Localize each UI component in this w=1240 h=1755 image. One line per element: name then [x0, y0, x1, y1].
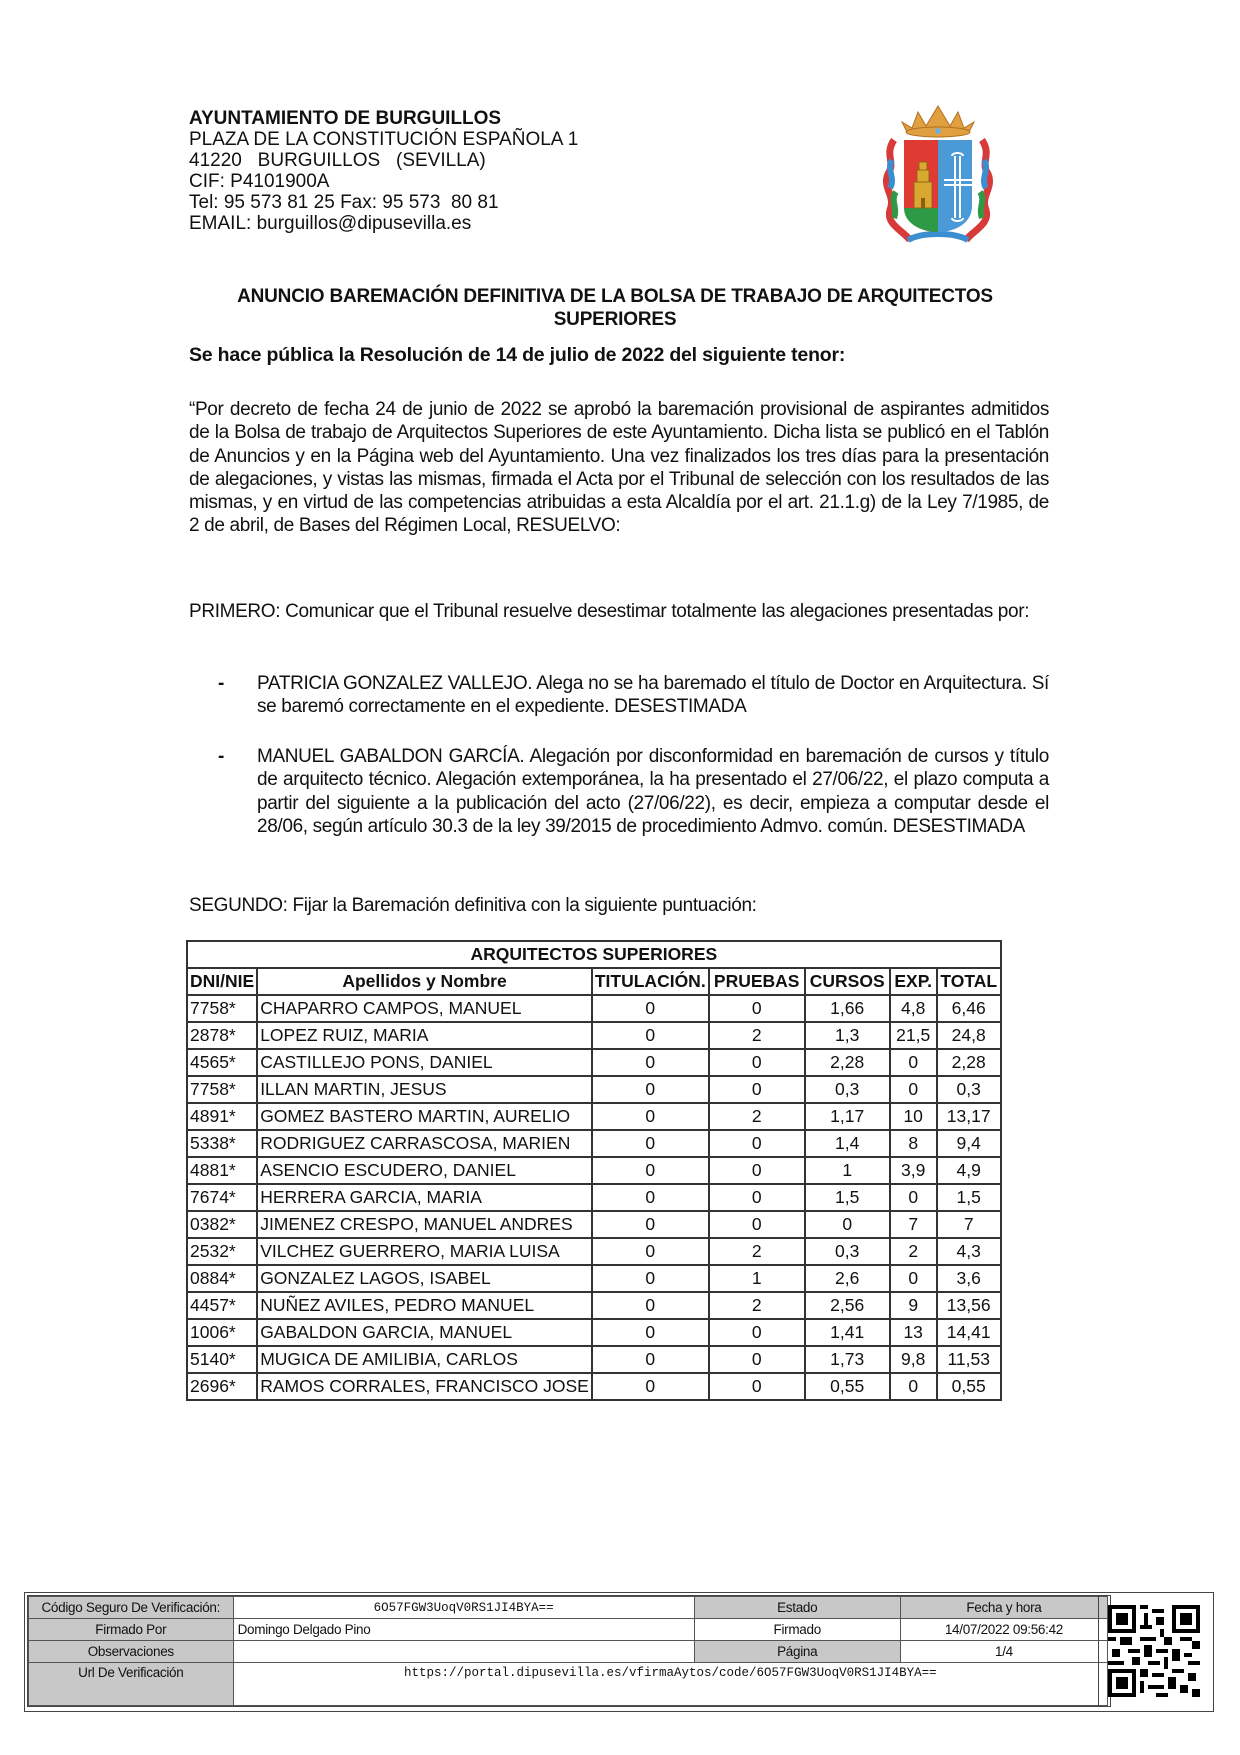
exp-cell: 7	[890, 1211, 937, 1238]
coat-of-arms-icon	[882, 100, 994, 248]
document-title: ANUNCIO BAREMACIÓN DEFINITIVA DE LA BOLSA DE TRABAJO DE ARQUITECTOS SUPERIORES	[237, 286, 993, 330]
pagina-value: 1/4	[900, 1641, 1107, 1663]
fecha-value: 14/07/2022 09:56:42	[900, 1619, 1107, 1641]
pruebas-cell: 0	[709, 1319, 805, 1346]
titulacion-cell: 0	[592, 1319, 709, 1346]
scores-table	[186, 940, 1002, 1401]
table-row	[187, 1373, 1001, 1400]
firmado-por-label: Firmado Por	[29, 1619, 234, 1641]
table-row	[187, 1076, 1001, 1103]
dni-cell: 2696*	[187, 1373, 257, 1400]
table-row	[187, 1130, 1001, 1157]
name-cell: ILLAN MARTIN, JESUS	[257, 1076, 592, 1103]
table-row	[187, 1184, 1001, 1211]
name-cell: VILCHEZ GUERRERO, MARIA LUISA	[257, 1238, 592, 1265]
table-row	[187, 1157, 1001, 1184]
name-cell: JIMENEZ CRESPO, MANUEL ANDRES	[257, 1211, 592, 1238]
qr-code-icon	[1098, 1596, 1209, 1706]
cursos-cell: 1,4	[805, 1130, 890, 1157]
total-cell: 0,3	[937, 1076, 1001, 1103]
pruebas-cell: 0	[709, 1184, 805, 1211]
pruebas-cell: 0	[709, 1076, 805, 1103]
titulacion-cell: 0	[592, 1292, 709, 1319]
signature-verification-box	[24, 1592, 1214, 1712]
dni-cell: 5338*	[187, 1130, 257, 1157]
url-label: Url De Verificación	[29, 1663, 234, 1706]
list-item	[218, 672, 1049, 719]
name-cell: GOMEZ BASTERO MARTIN, AURELIO	[257, 1103, 592, 1130]
org-email: EMAIL: burguillos@dipusevilla.es	[189, 213, 472, 234]
column-header: Apellidos y Nombre	[257, 968, 592, 995]
table-row	[187, 1049, 1001, 1076]
dni-cell: 7674*	[187, 1184, 257, 1211]
column-header: TITULACIÓN.	[592, 968, 709, 995]
dni-cell: 4565*	[187, 1049, 257, 1076]
list-item-text: MANUEL GABALDON GARCÍA. Alegación por disconformidad en baremación de cursos y título de arquitecto técnico. Alegación extemporánea, la ha presentado el 27/06/22, el plazo computa a partir del siguiente a la publicación del acto (27/06/22), es decir, empieza a computar desde el 28/06, según artículo 30.3 de la ley 39/2015 de procedimiento Admvo. común. DESESTIMADA	[257, 746, 1049, 837]
table-row	[187, 1103, 1001, 1130]
table-row	[187, 1319, 1001, 1346]
pruebas-cell: 1	[709, 1265, 805, 1292]
cursos-cell: 0,55	[805, 1373, 890, 1400]
titulacion-cell: 0	[592, 1238, 709, 1265]
total-cell: 6,46	[937, 995, 1001, 1022]
fecha-label: Fecha y hora	[900, 1597, 1107, 1619]
dni-cell: 5140*	[187, 1346, 257, 1373]
org-phone: Tel: 95 573 81 25 Fax: 95 573 80 81	[189, 192, 499, 213]
table-caption: ARQUITECTOS SUPERIORES	[187, 941, 1001, 968]
pruebas-cell: 0	[709, 1211, 805, 1238]
titulacion-cell: 0	[592, 1130, 709, 1157]
total-cell: 7	[937, 1211, 1001, 1238]
cursos-cell: 1,41	[805, 1319, 890, 1346]
pruebas-cell: 0	[709, 1346, 805, 1373]
dni-cell: 4891*	[187, 1103, 257, 1130]
total-cell: 13,17	[937, 1103, 1001, 1130]
cursos-cell: 1	[805, 1157, 890, 1184]
titulacion-cell: 0	[592, 1373, 709, 1400]
cursos-cell: 1,5	[805, 1184, 890, 1211]
titulacion-cell: 0	[592, 1076, 709, 1103]
estado-label: Estado	[694, 1597, 900, 1619]
name-cell: MUGICA DE AMILIBIA, CARLOS	[257, 1346, 592, 1373]
column-header: DNI/NIE	[187, 968, 257, 995]
table-row	[187, 1292, 1001, 1319]
org-city: 41220 BURGUILLOS (SEVILLA)	[189, 150, 486, 171]
pruebas-cell: 0	[709, 1373, 805, 1400]
exp-cell: 13	[890, 1319, 937, 1346]
name-cell: GABALDON GARCIA, MANUEL	[257, 1319, 592, 1346]
pagina-label: Página	[694, 1641, 900, 1663]
exp-cell: 0	[890, 1373, 937, 1400]
cursos-cell: 1,66	[805, 995, 890, 1022]
observaciones-value	[233, 1641, 694, 1663]
observaciones-label: Observaciones	[29, 1641, 234, 1663]
pruebas-cell: 2	[709, 1238, 805, 1265]
paragraph-segundo: SEGUNDO: Fijar la Baremación definitiva con la siguiente puntuación:	[189, 895, 757, 916]
dni-cell: 7758*	[187, 995, 257, 1022]
name-cell: HERRERA GARCIA, MARIA	[257, 1184, 592, 1211]
titulacion-cell: 0	[592, 1103, 709, 1130]
exp-cell: 0	[890, 1076, 937, 1103]
bullet-marker: -	[218, 746, 224, 767]
total-cell: 24,8	[937, 1022, 1001, 1049]
org-name: AYUNTAMIENTO DE BURGUILLOS	[189, 108, 502, 129]
titulacion-cell: 0	[592, 1346, 709, 1373]
exp-cell: 2	[890, 1238, 937, 1265]
exp-cell: 9,8	[890, 1346, 937, 1373]
name-cell: CHAPARRO CAMPOS, MANUEL	[257, 995, 592, 1022]
titulacion-cell: 0	[592, 995, 709, 1022]
csv-label: Código Seguro De Verificación:	[29, 1597, 234, 1619]
org-address: PLAZA DE LA CONSTITUCIÓN ESPAÑOLA 1	[189, 129, 579, 150]
cursos-cell: 2,56	[805, 1292, 890, 1319]
table-row	[187, 995, 1001, 1022]
total-cell: 11,53	[937, 1346, 1001, 1373]
titulacion-cell: 0	[592, 1211, 709, 1238]
cursos-cell: 2,28	[805, 1049, 890, 1076]
exp-cell: 0	[890, 1049, 937, 1076]
name-cell: RODRIGUEZ CARRASCOSA, MARIEN	[257, 1130, 592, 1157]
dni-cell: 7758*	[187, 1076, 257, 1103]
name-cell: CASTILLEJO PONS, DANIEL	[257, 1049, 592, 1076]
cursos-cell: 2,6	[805, 1265, 890, 1292]
estado-value: Firmado	[694, 1619, 900, 1641]
total-cell: 13,56	[937, 1292, 1001, 1319]
total-cell: 0,55	[937, 1373, 1001, 1400]
column-header: TOTAL	[937, 968, 1001, 995]
total-cell: 3,6	[937, 1265, 1001, 1292]
pruebas-cell: 2	[709, 1292, 805, 1319]
dni-cell: 4457*	[187, 1292, 257, 1319]
csv-value: 6O57FGW3UoqV0RS1JI4BYA==	[233, 1597, 694, 1619]
exp-cell: 0	[890, 1184, 937, 1211]
table-row	[187, 1265, 1001, 1292]
cursos-cell: 1,3	[805, 1022, 890, 1049]
titulacion-cell: 0	[592, 1157, 709, 1184]
cursos-cell: 1,17	[805, 1103, 890, 1130]
pruebas-cell: 0	[709, 1157, 805, 1184]
cursos-cell: 0,3	[805, 1076, 890, 1103]
pruebas-cell: 0	[709, 995, 805, 1022]
exp-cell: 4,8	[890, 995, 937, 1022]
exp-cell: 9	[890, 1292, 937, 1319]
letterhead	[189, 108, 578, 234]
verification-table	[28, 1596, 1108, 1706]
table-row	[187, 1346, 1001, 1373]
exp-cell: 21,5	[890, 1022, 937, 1049]
table-row	[187, 1022, 1001, 1049]
titulacion-cell: 0	[592, 1022, 709, 1049]
titulacion-cell: 0	[592, 1184, 709, 1211]
name-cell: RAMOS CORRALES, FRANCISCO JOSE	[257, 1373, 592, 1400]
dni-cell: 1006*	[187, 1319, 257, 1346]
table-row	[187, 1211, 1001, 1238]
org-cif: CIF: P4101900A	[189, 171, 330, 192]
column-header: CURSOS	[805, 968, 890, 995]
dni-cell: 2878*	[187, 1022, 257, 1049]
cursos-cell: 0	[805, 1211, 890, 1238]
table-header-row	[187, 968, 1001, 995]
cursos-cell: 1,73	[805, 1346, 890, 1373]
pruebas-cell: 2	[709, 1022, 805, 1049]
document-subtitle: Se hace pública la Resolución de 14 de julio de 2022 del siguiente tenor:	[189, 344, 846, 366]
bullet-marker: -	[218, 673, 224, 694]
column-header: PRUEBAS	[709, 968, 805, 995]
dni-cell: 0382*	[187, 1211, 257, 1238]
total-cell: 9,4	[937, 1130, 1001, 1157]
column-header: EXP.	[890, 968, 937, 995]
total-cell: 4,9	[937, 1157, 1001, 1184]
list-item	[218, 745, 1049, 838]
total-cell: 1,5	[937, 1184, 1001, 1211]
pruebas-cell: 0	[709, 1130, 805, 1157]
paragraph-primero: PRIMERO: Comunicar que el Tribunal resuelve desestimar totalmente las alegaciones presentadas por:	[189, 601, 1030, 622]
total-cell: 4,3	[937, 1238, 1001, 1265]
name-cell: NUÑEZ AVILES, PEDRO MANUEL	[257, 1292, 592, 1319]
exp-cell: 10	[890, 1103, 937, 1130]
dni-cell: 0884*	[187, 1265, 257, 1292]
total-cell: 2,28	[937, 1049, 1001, 1076]
name-cell: ASENCIO ESCUDERO, DANIEL	[257, 1157, 592, 1184]
cursos-cell: 0,3	[805, 1238, 890, 1265]
pruebas-cell: 2	[709, 1103, 805, 1130]
dni-cell: 2532*	[187, 1238, 257, 1265]
paragraph-resolution: “Por decreto de fecha 24 de junio de 2022 se aprobó la baremación provisional de aspirantes admitidos de la Bolsa de trabajo de Arquitectos Superiores de este Ayuntamiento. Dicha lista se publicó en el Tablón de Anuncios y en la Página web del Ayuntamiento. Una vez finalizados los tres días para la presentación de alegaciones, y vistas las mismas, firmada el Acta por el Tribunal de selección con los resultados de las mismas, y en virtud de las competencias atribuidas a esta Alcaldía por el art. 21.1.g) de la Ley 7/1985, de 2 de abril, de Bases del Régimen Local, RESUELVO:	[189, 399, 1049, 537]
verification-url-link[interactable]: https://portal.dipusevilla.es/vfirmaAytos/code/6O57FGW3UoqV0RS1JI4BYA==	[233, 1663, 1107, 1706]
dni-cell: 4881*	[187, 1157, 257, 1184]
list-item-text: PATRICIA GONZALEZ VALLEJO. Alega no se ha baremado el título de Doctor en Arquitectura. Sí se baremó correctamente en el expediente. DESESTIMADA	[257, 673, 1049, 718]
table-row	[187, 1238, 1001, 1265]
exp-cell: 3,9	[890, 1157, 937, 1184]
exp-cell: 0	[890, 1265, 937, 1292]
name-cell: LOPEZ RUIZ, MARIA	[257, 1022, 592, 1049]
exp-cell: 8	[890, 1130, 937, 1157]
titulacion-cell: 0	[592, 1049, 709, 1076]
titulacion-cell: 0	[592, 1265, 709, 1292]
total-cell: 14,41	[937, 1319, 1001, 1346]
firmado-por-value: Domingo Delgado Pino	[233, 1619, 694, 1641]
pruebas-cell: 0	[709, 1049, 805, 1076]
name-cell: GONZALEZ LAGOS, ISABEL	[257, 1265, 592, 1292]
